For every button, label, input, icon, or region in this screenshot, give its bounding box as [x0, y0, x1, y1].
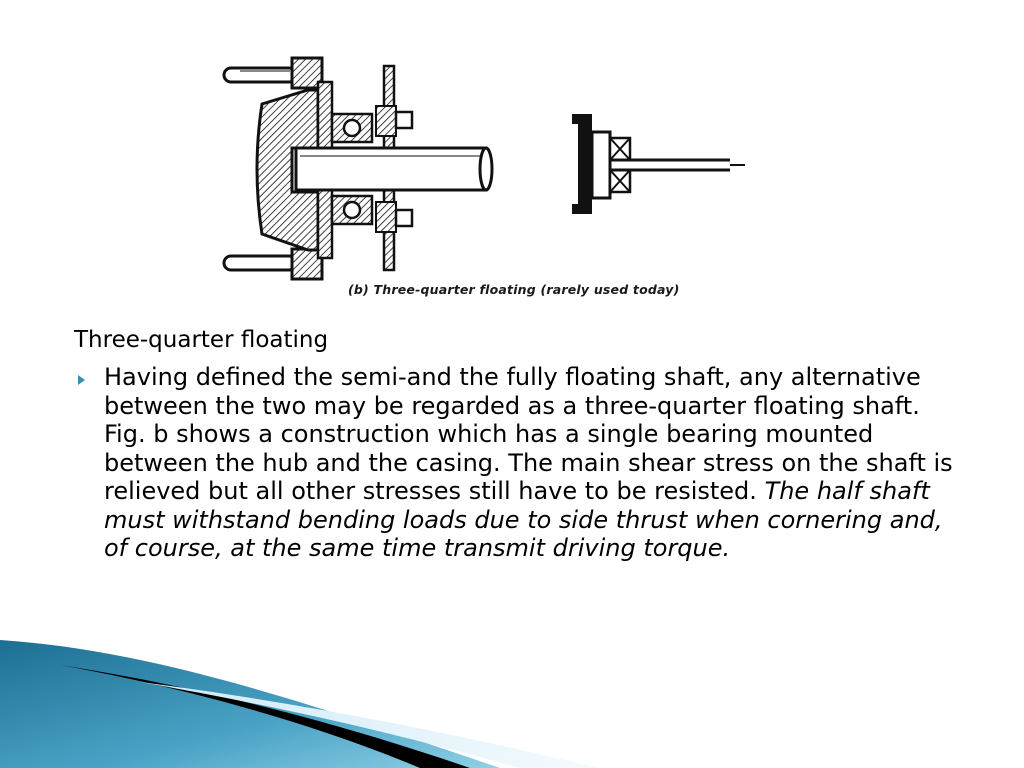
- section-heading: Three-quarter floating: [74, 327, 329, 353]
- figure-caption: (b) Three-quarter floating (rarely used today): [348, 282, 680, 297]
- bullet-text-italic: The half shaft must withstand bending loads due to side thrust when cornering and, of course, at the same time transmit driving torque.: [104, 477, 943, 562]
- bullet-text-regular: Having defined the semi-and the fully floating shaft, any alternative between the two may be regarded as a three-quarter floating shaft. Fig. b shows a construction which has a single bearing mounted between the hub and the casing. The main shear stress on the shaft is relieved but all other stresses still have to be resisted.: [104, 363, 953, 505]
